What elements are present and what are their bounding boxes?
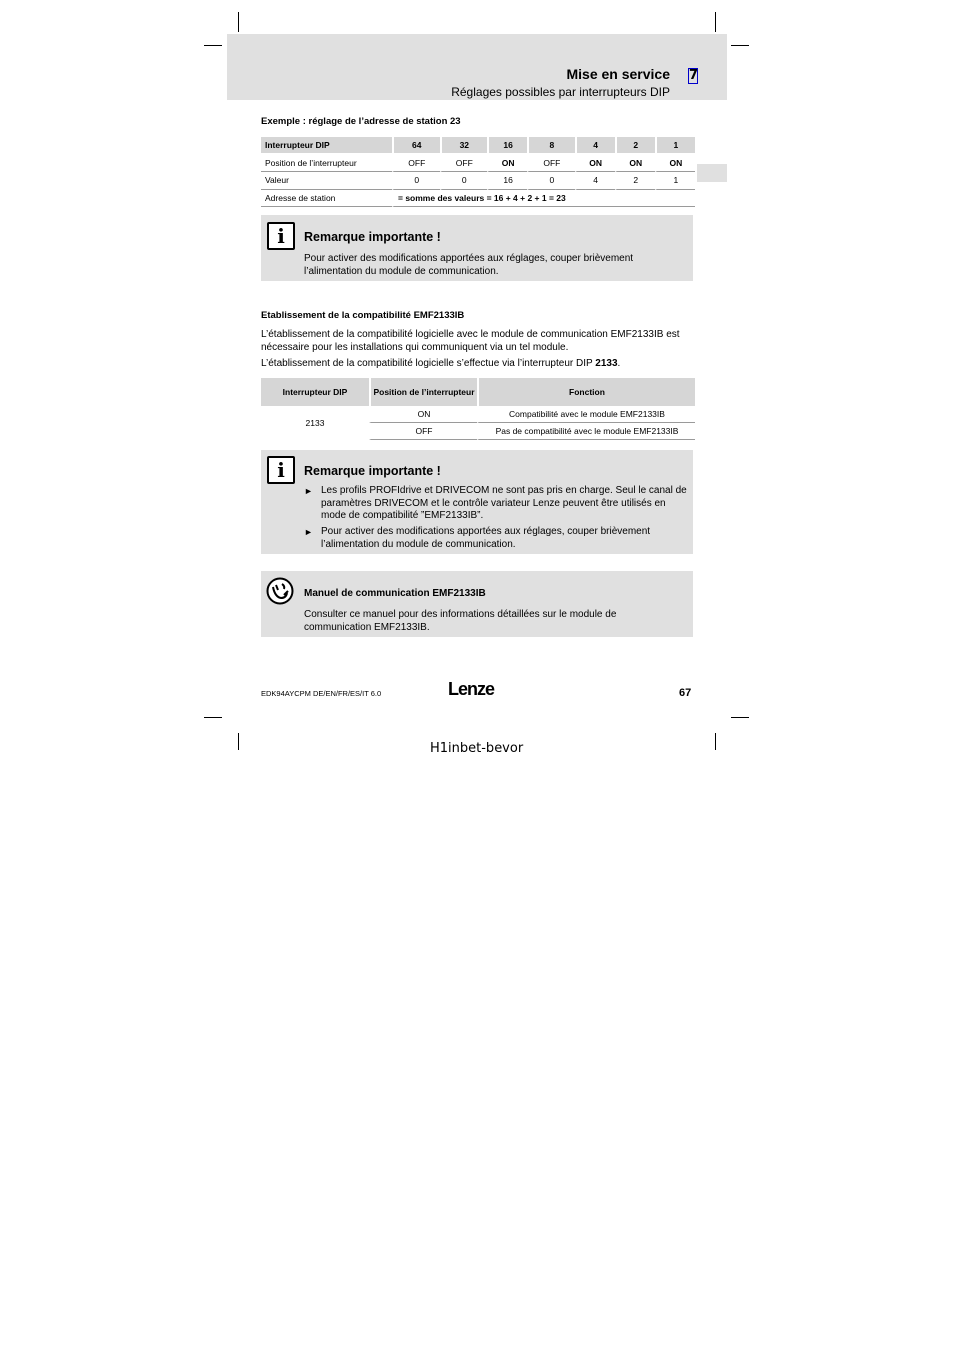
chapter-number[interactable]: 7 — [689, 68, 699, 83]
table-cell: 0 — [440, 172, 488, 190]
manual-reference-icon — [266, 577, 294, 605]
table-cell: 2133 — [305, 418, 325, 428]
compat-heading: Etablissement de la compatibilité EMF2133IB — [261, 310, 465, 321]
table-row-label: Adresse de station — [261, 190, 392, 208]
table-header-row — [261, 137, 695, 155]
table-header-row — [261, 378, 695, 406]
table-cell: ON — [615, 155, 655, 173]
address-formula: = somme des valeurs = 16 + 4 + 2 + 1 = 23 — [392, 190, 695, 208]
paragraph-bold-text: 2133 — [595, 358, 618, 369]
table-cell: ON — [369, 406, 477, 423]
paragraph-text: . — [617, 358, 621, 369]
manual-reference-note — [261, 571, 693, 637]
crop-mark — [238, 733, 239, 750]
note-title: Remarque importante ! — [304, 464, 441, 478]
table-header-cell: Fonction — [477, 378, 695, 406]
crop-mark — [204, 717, 222, 718]
table-cell: OFF — [440, 155, 488, 173]
note-title: Manuel de communication EMF2133IB — [304, 588, 486, 599]
table-header-cell: 4 — [575, 137, 615, 155]
table-header-cell: 32 — [440, 137, 488, 155]
table-header-cell: 16 — [487, 137, 527, 155]
table-header-cell: Interrupteur DIP — [261, 378, 369, 406]
document-code: EDK94AYCPM DE/EN/FR/ES/IT 6.0 — [261, 689, 382, 698]
bullet-arrow-icon: ► — [304, 527, 313, 537]
bullet-arrow-icon: ► — [304, 486, 313, 496]
compat-table — [261, 378, 695, 440]
table-header-cell: 8 — [527, 137, 575, 155]
table-cell: ON — [655, 155, 695, 173]
list-item-text: Les profils PROFIdrive et DRIVECOM ne sont pas pris en charge. Seul le canal de paramètres DRIVECOM et le contrôle variateur Lenze peuvent être utilisés en mode de compatibilité ”EMF2133IB”. — [321, 485, 687, 521]
table-row — [261, 406, 695, 423]
compat-paragraph — [261, 358, 695, 371]
dip-switch-table — [261, 137, 695, 207]
note-text: Consulter ce manuel pour des informations détaillées sur le module de communication EMF2133IB. — [304, 609, 617, 633]
table-cell: OFF — [527, 155, 575, 173]
list-item-text: Pour activer des modifications apportées aux réglages, couper brièvement l’alimentation du module de communication. — [321, 526, 651, 550]
table-cell: 0 — [392, 172, 440, 190]
paragraph-text: L’établissement de la compatibilité logicielle s’effectue via l’interrupteur DIP — [261, 358, 596, 369]
table-cell: 2 — [615, 172, 655, 190]
example-heading: Exemple : réglage de l’adresse de station 23 — [261, 116, 461, 127]
lenze-logo: Lenze — [448, 679, 495, 699]
important-note — [261, 215, 693, 281]
crop-mark — [238, 12, 239, 32]
table-row-label: Position de l’interrupteur — [261, 155, 392, 173]
side-tab-marker — [697, 164, 727, 182]
table-row-label: Valeur — [261, 172, 392, 190]
chapter-subtitle: Réglages possibles par interrupteurs DIP — [451, 85, 670, 99]
crop-mark — [731, 717, 749, 718]
crop-mark — [715, 733, 716, 750]
table-cell: 1 — [655, 172, 695, 190]
page-number: 67 — [679, 687, 692, 699]
table-cell: 16 — [487, 172, 527, 190]
table-row — [261, 190, 695, 208]
table-header-cell: 2 — [615, 137, 655, 155]
note-title: Remarque importante ! — [304, 230, 441, 244]
table-cell: 0 — [527, 172, 575, 190]
table-cell: 4 — [575, 172, 615, 190]
list-item — [304, 526, 690, 551]
crop-mark — [204, 45, 222, 46]
chapter-title: Mise en service — [566, 66, 670, 82]
table-row — [261, 172, 695, 190]
file-code: H1inbet-bevor — [430, 741, 524, 756]
table-row — [261, 155, 695, 173]
crop-mark — [715, 12, 716, 32]
crop-mark — [731, 45, 749, 46]
table-cell: OFF — [392, 155, 440, 173]
info-icon: i — [267, 456, 295, 484]
table-header-cell: 64 — [392, 137, 440, 155]
note-text: Pour activer des modifications apportées aux réglages, couper brièvement l’alimentation du module de communication. — [304, 253, 634, 277]
compat-paragraph: L’établissement de la compatibilité logicielle avec le module de communication EMF2133IB est nécessaire pour les installations qui communiquent via un tel module. — [261, 329, 680, 353]
table-header-cell: Position de l’interrupteur — [369, 378, 477, 406]
table-cell: OFF — [369, 423, 477, 440]
important-note — [261, 450, 693, 554]
table-cell: ON — [487, 155, 527, 173]
table-cell: Compatibilité avec le module EMF2133IB — [477, 406, 695, 423]
table-header-cell: 1 — [655, 137, 695, 155]
table-header-cell: Interrupteur DIP — [261, 137, 392, 155]
list-item — [304, 485, 690, 523]
info-icon: i — [267, 222, 295, 250]
table-cell: Pas de compatibilité avec le module EMF2133IB — [477, 423, 695, 440]
table-cell: ON — [575, 155, 615, 173]
